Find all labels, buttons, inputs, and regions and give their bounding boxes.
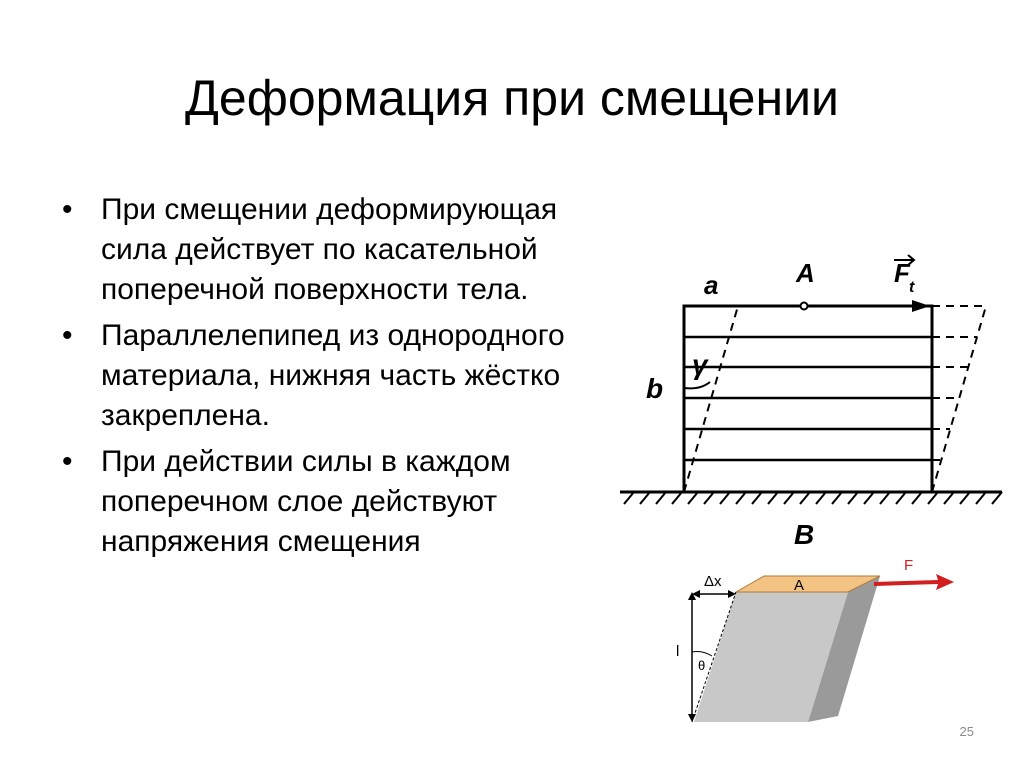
label-A: A [796, 258, 815, 288]
bullet-dot: • [62, 193, 73, 226]
label-b: b [646, 373, 664, 404]
label-gamma: γ [692, 349, 708, 380]
slide-title: Деформация при смещении [185, 70, 839, 126]
theta-arc [692, 652, 712, 657]
block-layers [684, 337, 932, 460]
label-theta: θ [698, 658, 706, 673]
label-F-sub: t [909, 279, 915, 296]
label-a: a [704, 270, 719, 300]
point-a-marker [801, 303, 808, 310]
label-dx: Δx [704, 573, 722, 590]
label-F-small: F [904, 560, 914, 574]
bullet-text: Параллелепипед из однородного материала, нижняя часть жёстко закреплена. [101, 319, 565, 432]
label-A-small: A [794, 577, 805, 594]
force-arrowhead [912, 300, 930, 312]
bullet-list [60, 190, 620, 568]
ground-hatch [624, 492, 1002, 504]
label-B: B [794, 519, 815, 550]
gamma-angle-arc [684, 382, 710, 388]
label-l: l [676, 643, 680, 660]
bullet-item [60, 442, 620, 562]
bullet-dot: • [62, 319, 73, 352]
label-F: F [894, 258, 910, 288]
shear-block-diagram [668, 560, 968, 730]
force-arrow [874, 574, 954, 590]
page-number: 25 [959, 724, 974, 739]
bullet-text: При смещении деформирующая сила действует по касательной поперечной поверхности тела. [101, 193, 558, 306]
bullet-dot: • [62, 445, 73, 478]
bullet-text: При действии силы в каждом поперечном слое действуют напряжения смещения [101, 445, 511, 558]
shear-diagram [612, 240, 1012, 560]
bullet-item [60, 190, 620, 310]
bullet-item [60, 316, 620, 436]
